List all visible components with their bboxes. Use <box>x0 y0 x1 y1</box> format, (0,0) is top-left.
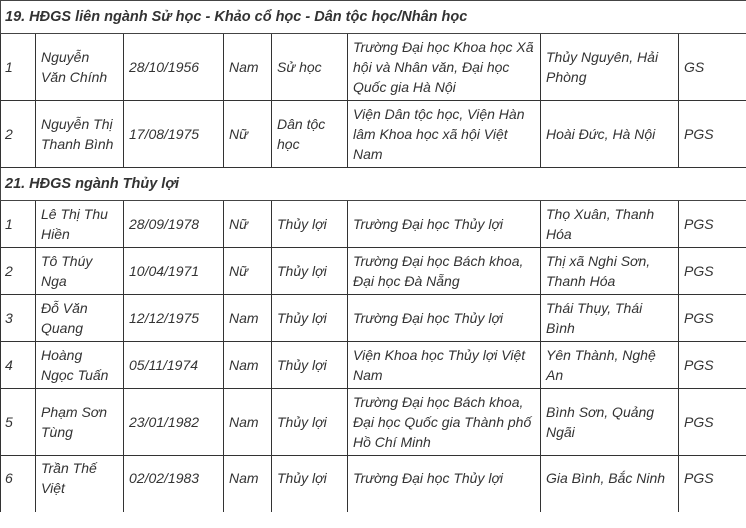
workplace: Viện Khoa học Thủy lợi Việt Nam <box>348 342 541 389</box>
gender: Nam <box>224 456 272 513</box>
gender: Nam <box>224 389 272 456</box>
field: Thủy lợi <box>272 342 348 389</box>
row-number: 5 <box>1 389 36 456</box>
gender: Nam <box>224 342 272 389</box>
table-row <box>1 201 746 248</box>
workplace: Viện Dân tộc học, Viện Hàn lâm Khoa học xã hội Việt Nam <box>348 101 541 168</box>
academic-title: PGS <box>679 295 746 342</box>
hometown: Thủy Nguyên, Hải Phòng <box>541 34 679 101</box>
candidate-name: Đỗ Văn Quang <box>36 295 124 342</box>
date-of-birth: 10/04/1971 <box>124 248 224 295</box>
academic-title: GS <box>679 34 746 101</box>
gender: Nam <box>224 295 272 342</box>
date-of-birth: 12/12/1975 <box>124 295 224 342</box>
academic-title: PGS <box>679 342 746 389</box>
candidate-name: Tô Thúy Nga <box>36 248 124 295</box>
academic-title: PGS <box>679 101 746 168</box>
workplace: Trường Đại học Thủy lợi <box>348 456 541 513</box>
date-of-birth: 23/01/1982 <box>124 389 224 456</box>
hometown: Bình Sơn, Quảng Ngãi <box>541 389 679 456</box>
table-row <box>1 248 746 295</box>
table-row <box>1 101 746 168</box>
section-header-row <box>1 168 746 201</box>
hometown: Thọ Xuân, Thanh Hóa <box>541 201 679 248</box>
academic-title: PGS <box>679 456 746 513</box>
row-number: 6 <box>1 456 36 513</box>
workplace: Trường Đại học Thủy lợi <box>348 295 541 342</box>
workplace: Trường Đại học Thủy lợi <box>348 201 541 248</box>
hometown: Gia Bình, Bắc Ninh <box>541 456 679 513</box>
candidate-name: Phạm Sơn Tùng <box>36 389 124 456</box>
date-of-birth: 28/09/1978 <box>124 201 224 248</box>
row-number: 3 <box>1 295 36 342</box>
table-row <box>1 389 746 456</box>
table-row <box>1 342 746 389</box>
row-number: 1 <box>1 34 36 101</box>
date-of-birth: 28/10/1956 <box>124 34 224 101</box>
field: Thủy lợi <box>272 248 348 295</box>
hometown: Hoài Đức, Hà Nội <box>541 101 679 168</box>
candidate-name: Trần Thế Việt <box>36 456 124 513</box>
gender: Nữ <box>224 101 272 168</box>
gender: Nữ <box>224 248 272 295</box>
candidate-name: Lê Thị Thu Hiền <box>36 201 124 248</box>
row-number: 2 <box>1 248 36 295</box>
hometown: Thị xã Nghi Sơn, Thanh Hóa <box>541 248 679 295</box>
field: Thủy lợi <box>272 201 348 248</box>
table-row <box>1 295 746 342</box>
section-title: 21. HĐGS ngành Thủy lợi <box>1 168 746 201</box>
academic-title: PGS <box>679 201 746 248</box>
table-row <box>1 456 746 513</box>
workplace: Trường Đại học Bách khoa, Đại học Đà Nẵng <box>348 248 541 295</box>
row-number: 4 <box>1 342 36 389</box>
workplace: Trường Đại học Khoa học Xã hội và Nhân văn, Đại học Quốc gia Hà Nội <box>348 34 541 101</box>
gender: Nữ <box>224 201 272 248</box>
date-of-birth: 02/02/1983 <box>124 456 224 513</box>
candidate-name: Nguyễn Văn Chính <box>36 34 124 101</box>
field: Thủy lợi <box>272 295 348 342</box>
hometown: Yên Thành, Nghệ An <box>541 342 679 389</box>
table-row <box>1 34 746 101</box>
hometown: Thái Thụy, Thái Bình <box>541 295 679 342</box>
date-of-birth: 05/11/1974 <box>124 342 224 389</box>
field: Sử học <box>272 34 348 101</box>
candidate-name: Hoàng Ngọc Tuấn <box>36 342 124 389</box>
date-of-birth: 17/08/1975 <box>124 101 224 168</box>
row-number: 1 <box>1 201 36 248</box>
candidate-name: Nguyễn Thị Thanh Bình <box>36 101 124 168</box>
field: Dân tộc học <box>272 101 348 168</box>
gender: Nam <box>224 34 272 101</box>
field: Thủy lợi <box>272 389 348 456</box>
academic-title: PGS <box>679 248 746 295</box>
academic-title: PGS <box>679 389 746 456</box>
field: Thủy lợi <box>272 456 348 513</box>
workplace: Trường Đại học Bách khoa, Đại học Quốc gia Thành phố Hồ Chí Minh <box>348 389 541 456</box>
row-number: 2 <box>1 101 36 168</box>
section-header-row <box>1 1 746 34</box>
section-title: 19. HĐGS liên ngành Sử học - Khảo cổ học - Dân tộc học/Nhân học <box>1 1 746 34</box>
